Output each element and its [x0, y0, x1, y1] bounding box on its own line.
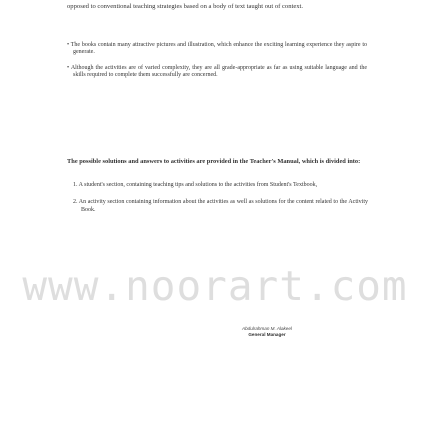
- website-watermark: www.noorart.com: [22, 262, 408, 310]
- solutions-numbered-list: [73, 182, 368, 224]
- signatory-name: Abdulrahman M. Alakeel: [242, 326, 292, 331]
- bullet-item: • Although the activities are of varied complexity, they are all grade-appropriate as far as using suitable language and the skills required to complete them successfully are concerned.: [67, 64, 367, 79]
- intro-paragraph: opposed to conventional teaching strategies based on a body of text taught out of context.: [67, 3, 304, 10]
- feature-bullet-list: [67, 42, 367, 88]
- numbered-item: 1. A student's section, containing teaching tips and solutions to the activities from Student's Textbook,: [73, 182, 318, 188]
- signature-block: [232, 326, 302, 338]
- solutions-heading: The possible solutions and answers to activities are provided in the Teacher's Manual, which is divided into:: [67, 158, 361, 165]
- bullet-item: • The books contain many attractive pictures and illustration, which enhance the exciting learning experience they aspire to generate.: [67, 42, 367, 56]
- numbered-item: 2. An activity section containing information about the activities as well as solutions for the content related to the Activity Book.: [73, 199, 368, 213]
- signatory-title: General Manager: [248, 332, 286, 337]
